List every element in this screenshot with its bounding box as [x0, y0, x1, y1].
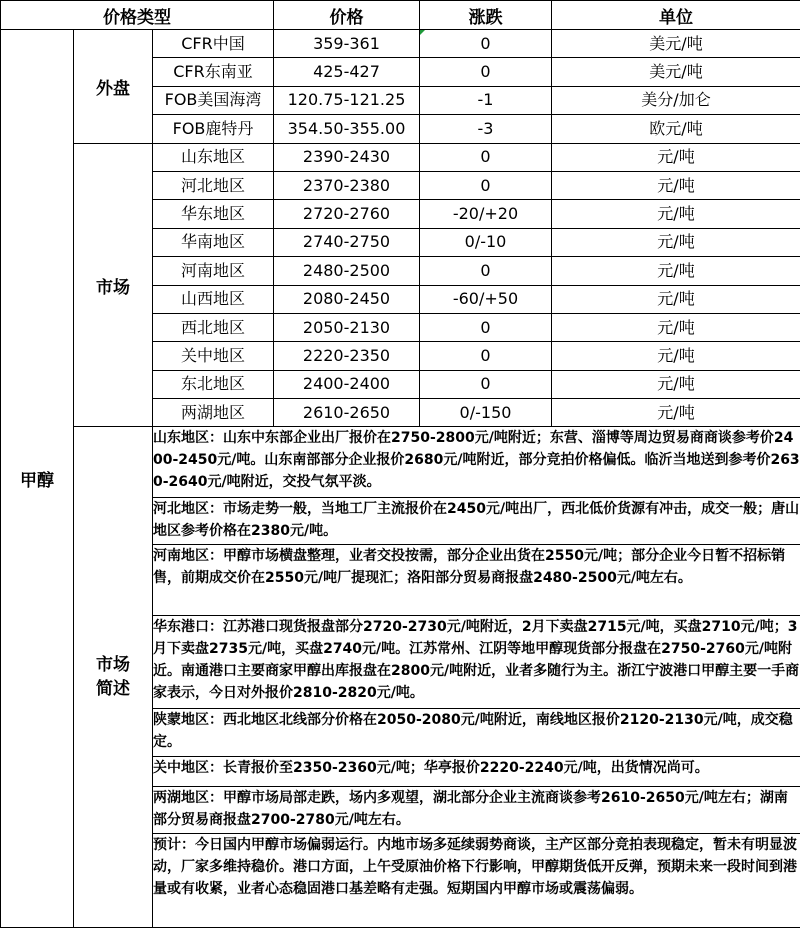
price-cell: 2480-2500: [274, 257, 420, 285]
region-cell: 关中地区: [153, 342, 274, 370]
header-unit: 单位: [552, 1, 800, 30]
note-henan: 河南地区：甲醇市场横盘整理，业者交投按需，部分企业出货在2550元/吨；部分企业今日暂不招标销售，前期成交价在2550元/吨厂提现汇；洛阳部分贸易商报盘2480-2500元/吨左右。: [153, 545, 800, 615]
region-cell: 两湖地区: [153, 399, 274, 427]
unit-cell: 元/吨: [552, 200, 800, 228]
note-row: [1, 427, 800, 497]
price-cell: 2220-2350: [274, 342, 420, 370]
price-cell: 2050-2130: [274, 313, 420, 341]
region-cell: 山东地区: [153, 143, 274, 171]
region-cell: 华南地区: [153, 228, 274, 256]
region-cell: CFR东南亚: [153, 58, 274, 86]
change-cell: 0: [420, 30, 552, 58]
change-cell: 0: [420, 143, 552, 171]
unit-cell: 美元/吨: [552, 58, 800, 86]
price-cell: 354.50-355.00: [274, 115, 420, 143]
note-huadong-port: 华东港口：江苏港口现货报盘部分2720-2730元/吨附近，2月下卖盘2715元/吨，买盘2710元/吨；3月下卖盘2735元/吨，买盘2740元/吨。江苏常州、江阴等地甲醇现货部分报盘在2750-2760元/吨附近。南通港口主要商家甲醇出库报盘在2800元/吨附近，业者多随行为主。浙江宁波港口甲醇主要一手商家表示，今日对外报价2810-2820元/吨。: [153, 615, 800, 709]
unit-cell: 元/吨: [552, 285, 800, 313]
product-label: 甲醇: [1, 30, 74, 928]
change-cell: 0/-150: [420, 399, 552, 427]
table-row: [1, 143, 800, 171]
change-cell: 0: [420, 58, 552, 86]
unit-cell: 美分/加仑: [552, 86, 800, 114]
region-cell: 山西地区: [153, 285, 274, 313]
change-cell: 0: [420, 342, 552, 370]
note-forecast: 预计：今日国内甲醇市场偏弱运行。内地市场多延续弱势商谈，主产区部分竞拍表现稳定，暂未有明显波动，厂家多维持稳价。港口方面，上午受原油价格下行影响，甲醇期货低开反弹，预期未来一段时间到港量或有收紧，业者心态稳固港口基差略有走强。短期国内甲醇市场或震荡偏弱。: [153, 834, 800, 928]
unit-cell: 元/吨: [552, 257, 800, 285]
group-summary-label: [74, 427, 153, 928]
unit-cell: 元/吨: [552, 313, 800, 341]
region-cell: 华东地区: [153, 200, 274, 228]
note-hebei: 河北地区：市场走势一般，当地工厂主流报价在2450元/吨出厂，西北低价货源有冲击，成交一般；唐山地区参考价格在2380元/吨。: [153, 497, 800, 544]
change-cell: -1: [420, 86, 552, 114]
unit-cell: 元/吨: [552, 342, 800, 370]
region-cell: FOB美国海湾: [153, 86, 274, 114]
table-row: [1, 30, 800, 58]
change-cell: 0: [420, 313, 552, 341]
unit-cell: 元/吨: [552, 228, 800, 256]
price-cell: 2080-2450: [274, 285, 420, 313]
region-cell: 河北地区: [153, 171, 274, 199]
header-row: [1, 1, 800, 30]
price-cell: 2370-2380: [274, 171, 420, 199]
change-cell: 0: [420, 370, 552, 398]
summary-label-text: 市场简述: [95, 655, 130, 700]
change-cell: -3: [420, 115, 552, 143]
header-price-type: 价格类型: [1, 1, 274, 30]
price-cell: 2720-2760: [274, 200, 420, 228]
region-cell: FOB鹿特丹: [153, 115, 274, 143]
change-cell: 0/-10: [420, 228, 552, 256]
price-cell: 120.75-121.25: [274, 86, 420, 114]
note-shandong: 山东地区：山东中东部企业出厂报价在2750-2800元/吨附近；东营、淄博等周边贸易商商谈参考价2400-2450元/吨。山东南部部分企业报价2680元/吨附近，部分竞拍价格偏低。临沂当地送到参考价2630-2640元/吨附近，交投气氛平淡。: [153, 427, 800, 497]
region-cell: CFR中国: [153, 30, 274, 58]
header-change: 涨跌: [420, 1, 552, 30]
unit-cell: 元/吨: [552, 399, 800, 427]
group-market-label: 市场: [74, 143, 153, 427]
region-cell: 东北地区: [153, 370, 274, 398]
header-price: 价格: [274, 1, 420, 30]
unit-cell: 欧元/吨: [552, 115, 800, 143]
price-cell: 2400-2400: [274, 370, 420, 398]
group-foreign-label: 外盘: [74, 30, 153, 144]
unit-cell: 元/吨: [552, 171, 800, 199]
note-lianghu: 两湖地区：甲醇市场局部走跌，场内多观望，湖北部分企业主流商谈参考2610-2650元/吨左右；湖南部分贸易商报盘2700-2780元/吨左右。: [153, 787, 800, 834]
change-cell: 0: [420, 257, 552, 285]
unit-cell: 元/吨: [552, 143, 800, 171]
price-cell: 2610-2650: [274, 399, 420, 427]
change-cell: -60/+50: [420, 285, 552, 313]
region-cell: 河南地区: [153, 257, 274, 285]
change-cell: -20/+20: [420, 200, 552, 228]
change-cell: 0: [420, 171, 552, 199]
price-cell: 425-427: [274, 58, 420, 86]
price-cell: 2390-2430: [274, 143, 420, 171]
unit-cell: 元/吨: [552, 370, 800, 398]
note-shaanmeng: 陕蒙地区：西北地区北线部分价格在2050-2080元/吨附近，南线地区报价2120-2130元/吨，成交稳定。: [153, 709, 800, 756]
region-cell: 西北地区: [153, 313, 274, 341]
note-guanzhong: 关中地区：长青报价至2350-2360元/吨；华亭报价2220-2240元/吨，出货情况尚可。: [153, 756, 800, 786]
price-cell: 2740-2750: [274, 228, 420, 256]
unit-cell: 美元/吨: [552, 30, 800, 58]
price-cell: 359-361: [274, 30, 420, 58]
